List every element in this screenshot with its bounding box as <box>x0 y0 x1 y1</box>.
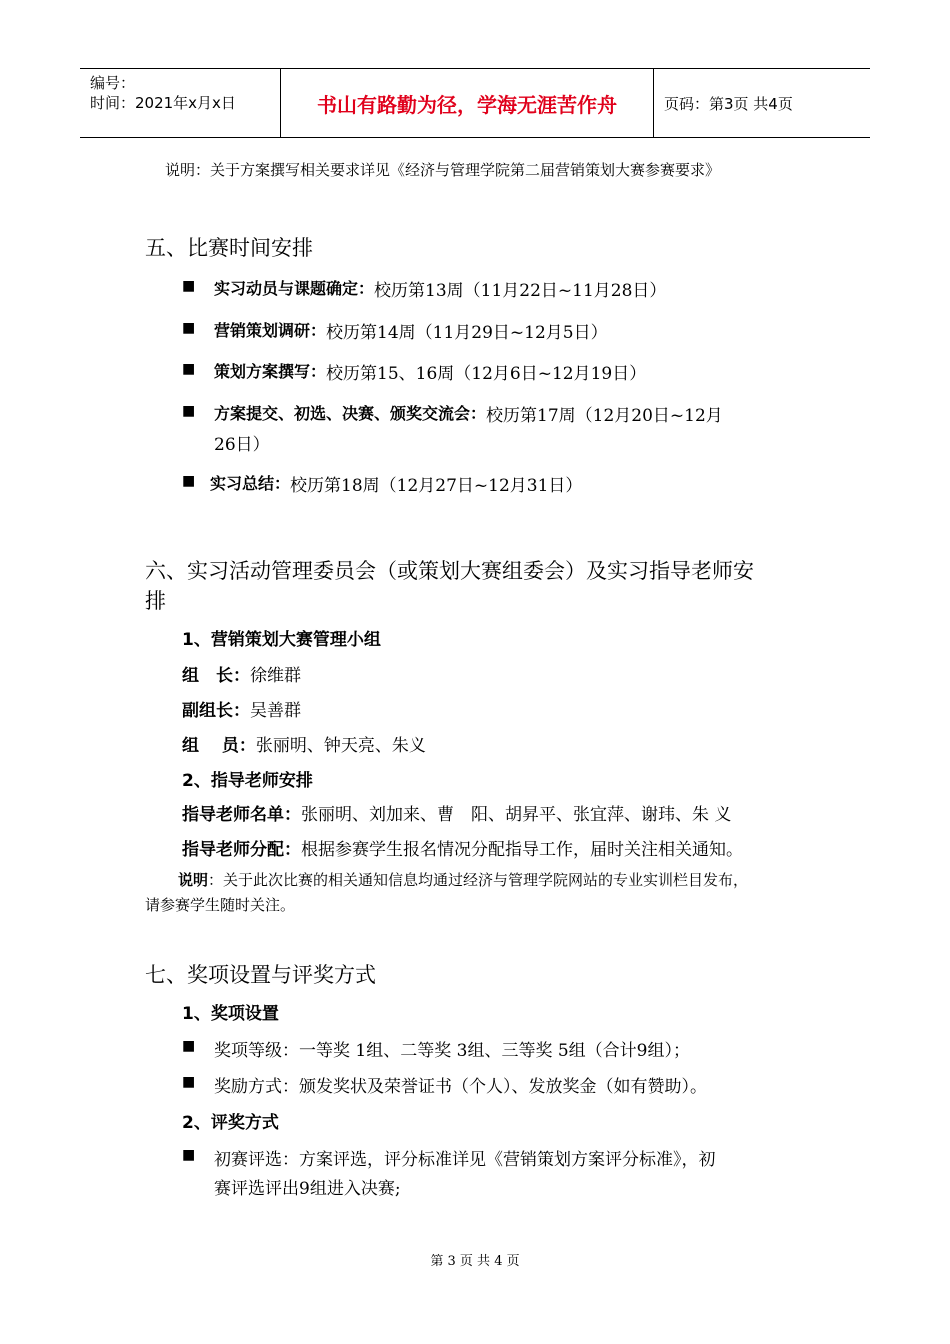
header-left <box>80 69 280 137</box>
number-label: 编号： <box>90 74 136 92</box>
section6-title-line1: 六、实习活动管理委员会（或策划大赛组委会）及实习指导老师安 <box>145 559 754 583</box>
advisor-list-row: 指导老师名单：张丽明、刘加来、曹 阳、胡昇平、张宜萍、谢玮、朱 义 <box>182 805 732 825</box>
header-page-info: 页码：第3页 共4页 <box>664 94 793 113</box>
bullet-icon: ■ <box>182 361 196 377</box>
section6-note: 说明：关于此次比赛的相关通知信息均通过经济与管理学院网站的专业实训栏目发布， 请参赛学生随时关注。 <box>145 871 749 914</box>
list-item: ■ 方案提交、初选、决赛、颁奖交流会： 校历第17周（12月20日~12月 <box>182 403 723 426</box>
section6-title-line2: 排 <box>145 589 166 613</box>
section6-sub2: 2、指导老师安排 <box>182 771 313 791</box>
bullet-icon: ■ <box>182 278 196 294</box>
time-label: 时间：2021年x月x日 <box>90 94 236 112</box>
members-row: 组 员：张丽明、钟天亮、朱义 <box>182 736 426 756</box>
top-note: 说明：关于方案撰写相关要求详见《经济与管理学院第二届营销策划大赛参赛要求》 <box>165 161 721 179</box>
vice-leader-row: 副组长：吴善群 <box>182 701 301 721</box>
list-item-continuation: 赛评选评出9组进入决赛; <box>214 1179 401 1199</box>
bullet-icon: ■ <box>182 1074 196 1090</box>
bullet-icon: ■ <box>182 403 196 419</box>
section7-sub1: 1、奖项设置 <box>182 1004 279 1024</box>
list-item: ■ 奖励方式：颁发奖状及荣誉证书（个人）、发放奖金（如有赞助）。 <box>182 1074 707 1097</box>
bullet-icon: ■ <box>182 1038 196 1054</box>
section7-title: 七、奖项设置与评奖方式 <box>145 963 376 987</box>
section7-sub2: 2、评奖方式 <box>182 1113 279 1133</box>
list-item: ■ 初赛评选：方案评选，评分标准详见《营销策划方案评分标准》，初 <box>182 1147 716 1170</box>
list-item: ■ 实习动员与课题确定： 校历第13周（11月22日~11月28日） <box>182 278 667 301</box>
advisor-assign-row: 指导老师分配：根据参赛学生报名情况分配指导工作，届时关注相关通知。 <box>182 840 743 860</box>
section5-title: 五、比赛时间安排 <box>145 236 313 260</box>
list-item: ■ 策划方案撰写： 校历第15、16周（12月6日~12月19日） <box>182 361 647 384</box>
list-item: ■ 奖项等级：一等奖 1组、二等奖 3组、三等奖 5组（合计9组）； <box>182 1038 690 1061</box>
page-footer: 第 3 页 共 4 页 <box>430 1254 520 1269</box>
bullet-icon: ■ <box>182 1147 196 1163</box>
list-item: ■ 实习总结： 校历第18周（12月27日~12月31日） <box>182 473 583 496</box>
list-item: ■ 营销策划调研： 校历第14周（11月29日~12月5日） <box>182 320 608 343</box>
leader-row: 组 长：徐维群 <box>182 666 301 686</box>
list-item-continuation: 26日） <box>214 435 270 455</box>
bullet-icon: ■ <box>182 473 196 489</box>
bullet-icon: ■ <box>182 320 196 336</box>
section6-sub1: 1、营销策划大赛管理小组 <box>182 630 381 650</box>
page-header <box>80 68 870 138</box>
header-motto: 书山有路勤为径，学海无涯苦作舟 <box>280 69 654 137</box>
